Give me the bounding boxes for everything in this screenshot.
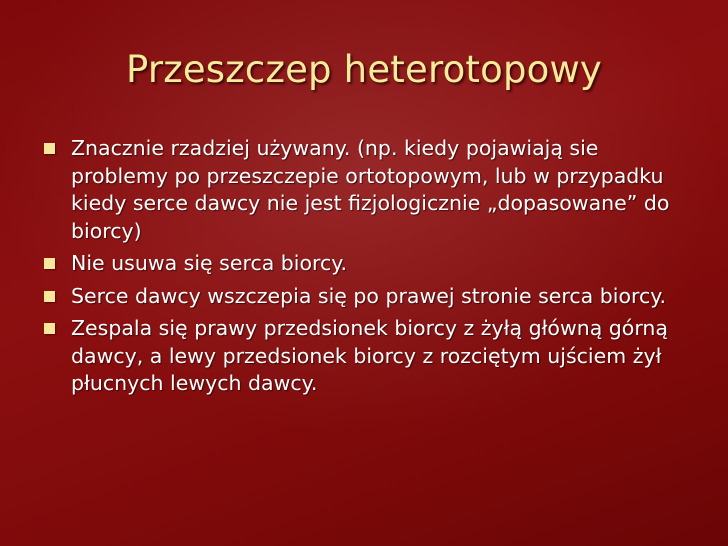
bullet-item-4 <box>44 315 674 398</box>
bullet-text: Znacznie rzadziej używany. (np. kiedy pojawiają sie problemy po przeszczepie ortotopowym, lub w przypadku kiedy serce dawcy nie jest fizjologicznie „dopasowane” do biorcy) <box>71 136 670 243</box>
bullet-item-1 <box>44 135 674 245</box>
square-bullet-icon <box>44 143 55 154</box>
square-bullet-icon <box>44 258 55 269</box>
bullet-item-3 <box>44 283 674 311</box>
bullet-item-2 <box>44 250 674 278</box>
bullet-text: Zespala się prawy przedsionek biorcy z żyłą główną górną dawcy, a lewy przedsionek biorcy z rozciętym ujściem żył płucnych lewych dawcy. <box>71 316 668 395</box>
slide-title: Przeszczep heterotopowy <box>125 48 603 91</box>
square-bullet-icon <box>44 323 55 334</box>
bullet-text: Nie usuwa się serca biorcy. <box>71 251 348 275</box>
square-bullet-icon <box>44 291 55 302</box>
bullet-list <box>44 135 674 403</box>
bullet-text: Serce dawcy wszczepia się po prawej stronie serca biorcy. <box>71 283 666 308</box>
